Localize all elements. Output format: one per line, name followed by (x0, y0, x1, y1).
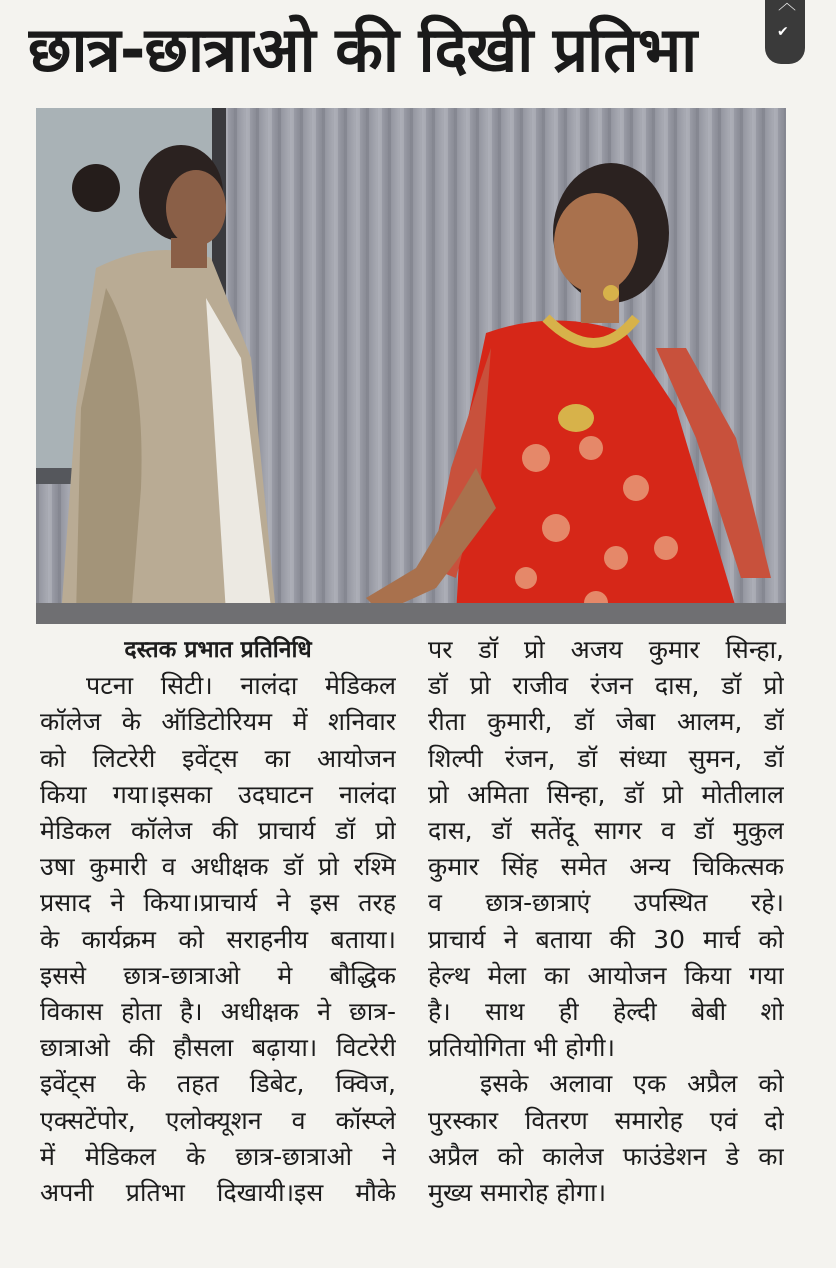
article-line: में मेडिकल के छात्र-छात्राओ ने (40, 1141, 396, 1171)
byline: दस्तक प्रभात प्रतिनिधि (124, 637, 312, 663)
article-line: मुख्य समारोह होगा। (428, 1178, 607, 1208)
article-line: किया गया।इसका उदघाटन नालंदा (40, 779, 396, 809)
check-icon: ✔ (777, 24, 789, 40)
article-line: कुमार सिंह समेत अन्य चिकित्सक (428, 852, 784, 882)
article-line: एक्सटेंपोर, एलोक्यूशन व कॉस्प्ले (40, 1105, 396, 1135)
article-line: को लिटरेरी इवेंट्स का आयोजन (40, 743, 396, 773)
article-line: पर डॉ प्रो अजय कुमार सिन्हा, (428, 635, 784, 664)
article-column-left (40, 632, 396, 1211)
article-line: डॉ प्रो राजीव रंजन दास, डॉ प्रो (428, 671, 784, 701)
article-line: के कार्यक्रम को सराहनीय बताया। (40, 924, 396, 954)
photo-illustration (36, 108, 786, 624)
article-line: अप्रैल को कालेज फाउंडेशन डे का (428, 1141, 784, 1171)
article-line: इवेंट्स के तहत डिबेट, क्विज, (40, 1069, 396, 1099)
dismiss-badge[interactable] (765, 0, 805, 64)
article-line: व छात्र-छात्राएं उपस्थित रहे। (428, 888, 784, 918)
article-line: शिल्पी रंजन, डॉ संध्या सुमन, डॉ (428, 743, 784, 773)
article-line: प्राचार्य ने बताया की 30 मार्च को (428, 924, 784, 954)
article-line: कॉलेज के ऑडिटोरियम में शनिवार (40, 707, 396, 737)
article-line: दास, डॉ सतेंदू सागर व डॉ मुकुल (428, 816, 784, 846)
article-line: रीता कुमारी, डॉ जेबा आलम, डॉ (428, 707, 784, 737)
article-line: प्रो अमिता सिन्हा, डॉ प्रो मोतीलाल (428, 779, 784, 809)
article-line: इसके अलावा एक अप्रैल को (480, 1069, 784, 1099)
article-line: मेडिकल कॉलेज की प्राचार्य डॉ प्रो (40, 816, 396, 846)
article-line: छात्राओ की हौसला बढ़ाया। विटरेरी (40, 1033, 396, 1063)
article-line: पटना सिटी। नालंदा मेडिकल (86, 671, 396, 701)
headline: छात्र-छात्राओ की दिखी प्रतिभा (28, 13, 697, 86)
article-line: प्रतियोगिता भी होगी। (428, 1033, 615, 1063)
article-line: है। साथ ही हेल्दी बेबी शो (428, 997, 784, 1027)
article-line: अपनी प्रतिभा दिखायी।इस मौके (40, 1178, 396, 1208)
article-line: इससे छात्र-छात्राओ मे बौद्धिक (40, 960, 396, 990)
article-line: हेल्थ मेला का आयोजन किया गया (428, 960, 784, 990)
news-photo (36, 108, 786, 624)
article-column-right (428, 632, 784, 1211)
article-line: प्रसाद ने किया।प्राचार्य ने इस तरह (40, 888, 396, 918)
article-line: उषा कुमारी व अधीक्षक डॉ प्रो रश्मि (40, 852, 396, 882)
chevron-up-icon: ︿ (778, 0, 796, 14)
article-line: पुरस्कार वितरण समारोह एवं दो (428, 1105, 784, 1135)
article-line: विकास होता है। अधीक्षक ने छात्र- (40, 997, 396, 1027)
